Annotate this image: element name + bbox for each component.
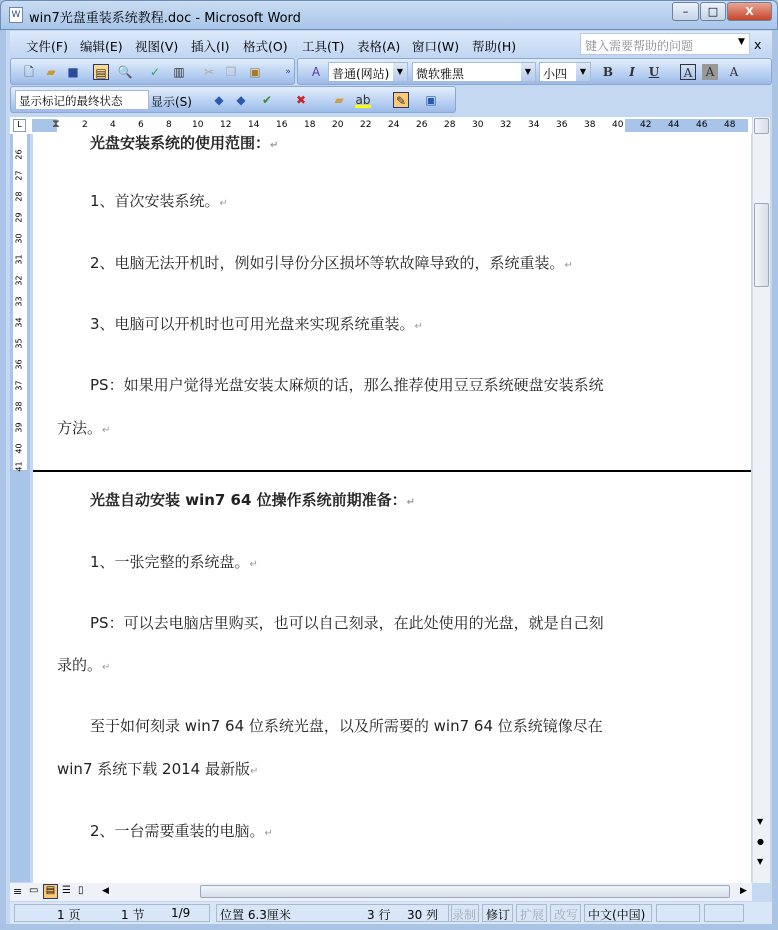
doc-heading: 光盘安装系统的使用范围：	[90, 134, 271, 152]
paragraph-mark: ↵	[406, 497, 416, 508]
underline-button[interactable]: U	[648, 65, 660, 79]
ruler-tick: 12	[220, 120, 232, 130]
accept-change-icon[interactable]: ✔	[261, 93, 273, 107]
print-layout-view-icon[interactable]: ▤	[43, 884, 58, 899]
chevron-down-icon: ▼	[521, 63, 535, 81]
tab-selector[interactable]: L	[13, 119, 26, 132]
ruler-tick: 26	[14, 149, 24, 160]
window-title: win7光盘重装系统教程.doc - Microsoft Word	[29, 11, 301, 26]
ruler-tick: 33	[14, 296, 24, 307]
ruler-tick: 48	[724, 120, 736, 130]
ruler-tick: 24	[388, 120, 400, 130]
doc-paragraph: 1、首次安装系统。	[90, 192, 220, 210]
document-area[interactable]	[33, 134, 751, 883]
ruler-tick: 4	[110, 120, 116, 130]
new-document-icon[interactable]: 🗋	[24, 65, 34, 79]
track-changes-icon[interactable]: ✎	[393, 92, 409, 108]
doc-link[interactable]: win7 系统下载 2014 最新版	[57, 760, 250, 778]
status-column: 30 列	[407, 908, 439, 922]
status-position-info	[216, 904, 452, 922]
styles-icon[interactable]: A	[311, 65, 321, 79]
doc-paragraph: PS：如果用户觉得光盘安装太麻烦的话，那么推荐使用豆豆系统硬盘安装系统	[90, 376, 604, 394]
ruler-tick: 30	[472, 120, 484, 130]
font-size-value: 小四	[543, 67, 568, 81]
ruler-tick: 28	[444, 120, 456, 130]
chevron-down-icon: ▼	[393, 63, 407, 81]
doc-paragraph: 方法。	[57, 419, 103, 437]
ruler-tick: 39	[14, 422, 24, 433]
paragraph-mark: ↵	[264, 828, 273, 839]
previous-page-icon[interactable]: ▼	[757, 817, 764, 826]
ruler-tick: 36	[14, 359, 24, 370]
outline-view-icon[interactable]: ☰	[62, 885, 71, 896]
doc-paragraph: 至于如何刻录 win7 64 位系统光盘，以及所需要的 win7 64 位系统镜像尽在	[90, 717, 603, 735]
ruler-tick: 44	[668, 120, 680, 130]
menu-edit[interactable]: 编辑(E)	[80, 39, 123, 54]
status-line: 3 行	[367, 908, 391, 922]
ruler-tick: 37	[14, 380, 24, 391]
ruler-tick: 32	[14, 275, 24, 286]
horizontal-scroll-thumb[interactable]	[200, 885, 730, 898]
menu-view[interactable]: 视图(V)	[135, 39, 179, 54]
status-page-info	[14, 904, 210, 922]
reading-layout-view-icon[interactable]: ▯	[78, 885, 84, 896]
display-for-review-select[interactable]	[15, 90, 149, 110]
ruler-tick: 26	[416, 120, 428, 130]
browse-object-icon[interactable]: ●	[757, 837, 764, 846]
italic-button[interactable]: I	[629, 65, 635, 79]
cut-icon[interactable]: ✂	[203, 65, 215, 79]
paragraph-mark: ↵	[414, 321, 423, 332]
close-button[interactable]: X	[727, 2, 772, 21]
menu-table[interactable]: 表格(A)	[357, 39, 401, 54]
ruler-tick: 6	[138, 120, 144, 130]
vertical-scrollbar[interactable]	[752, 117, 770, 883]
ruler-tick: 36	[556, 120, 568, 130]
scroll-right-icon[interactable]: ▶	[740, 886, 747, 896]
ruler-tick: 31	[14, 254, 24, 265]
paragraph-mark: ↵	[249, 559, 258, 570]
title-bar	[0, 0, 778, 30]
ruler-tick: 46	[696, 120, 708, 130]
character-shading-button[interactable]: A	[702, 64, 718, 80]
ruler-tick: 38	[584, 120, 596, 130]
ruler-tick: 22	[360, 120, 372, 130]
new-comment-icon[interactable]: ▰	[334, 93, 344, 107]
status-empty-panel	[656, 904, 700, 922]
chevron-down-icon: ▼	[576, 63, 590, 81]
menu-file[interactable]: 文件(F)	[26, 39, 68, 54]
status-record[interactable]: 录制	[448, 904, 479, 922]
ruler-tick: 35	[14, 338, 24, 349]
vertical-ruler[interactable]	[10, 134, 30, 882]
highlight-icon[interactable]: ab	[355, 93, 371, 107]
ruler-tick: 40	[612, 120, 624, 130]
menu-bar	[10, 31, 772, 57]
doc-paragraph: 录的。	[57, 656, 103, 674]
open-icon[interactable]: ▰	[46, 65, 56, 79]
status-language[interactable]: 中文(中国)	[584, 904, 652, 922]
status-empty-panel	[704, 904, 744, 922]
status-bar	[10, 902, 772, 924]
ruler-tick: 34	[14, 317, 24, 328]
save-icon[interactable]: ■	[67, 65, 79, 79]
font-size-select[interactable]	[539, 62, 591, 82]
paragraph-mark: ↵	[102, 425, 111, 436]
bold-button[interactable]: B	[602, 65, 614, 79]
doc-paragraph: PS：可以去电脑店里购买，也可以自己刻录，在此处使用的光盘，就是自己刻	[90, 614, 604, 632]
next-page-icon[interactable]: ▼	[757, 857, 764, 866]
minimize-button[interactable]: –	[672, 2, 699, 21]
close-document-button[interactable]: x	[754, 37, 762, 52]
reviewing-toolbar	[10, 86, 456, 113]
next-change-icon[interactable]: ◆	[236, 93, 246, 107]
scroll-up-button[interactable]	[754, 118, 769, 134]
ruler-tick: 38	[14, 401, 24, 412]
doc-paragraph: 2、电脑无法开机时，例如引导份分区损坏等软故障导致的，系统重装。	[90, 254, 565, 272]
style-select[interactable]	[328, 62, 408, 82]
ruler-tick: 14	[248, 120, 260, 130]
status-section: 1 节	[121, 908, 145, 922]
ruler-tick: 32	[500, 120, 512, 130]
formatting-toolbar	[297, 58, 772, 85]
ruler-tick: 20	[332, 120, 344, 130]
ruler-tick: 8	[166, 120, 172, 130]
status-extend[interactable]: 扩展	[516, 904, 547, 922]
doc-paragraph: 3、电脑可以开机时也可用光盘来实现系统重装。	[90, 315, 415, 333]
page-break	[33, 470, 751, 472]
status-position: 位置 6.3厘米	[220, 908, 291, 922]
reject-change-icon[interactable]: ✖	[295, 93, 307, 107]
display-mode-value: 显示标记的最终状态	[19, 94, 123, 108]
toolbar-options-icon[interactable]: »	[285, 67, 291, 77]
paragraph-mark: ↵	[249, 766, 259, 777]
maximize-button[interactable]: □	[700, 2, 726, 21]
ruler-tick: 28	[14, 191, 24, 202]
doc-paragraph: 2、一台需要重装的电脑。	[90, 822, 265, 840]
status-pages: 1/9	[171, 906, 191, 920]
paste-icon[interactable]: ▣	[249, 65, 261, 79]
research-icon[interactable]: ▥	[173, 65, 185, 79]
previous-change-icon[interactable]: ◆	[214, 93, 224, 107]
ruler-tick: 40	[14, 443, 24, 454]
help-search-input[interactable]: 键入需要帮助的问题	[580, 33, 750, 55]
ruler-tick: 16	[276, 120, 288, 130]
status-overtype[interactable]: 改写	[550, 904, 581, 922]
horizontal-scrollbar-bar	[10, 883, 752, 901]
horizontal-ruler[interactable]	[10, 117, 752, 134]
spelling-icon[interactable]: ✓	[149, 65, 161, 79]
doc-heading: 光盘自动安装 win7 64 位操作系统前期准备：	[90, 491, 407, 509]
web-layout-view-icon[interactable]: ▭	[29, 885, 39, 896]
doc-paragraph: 1、一张完整的系统盘。	[90, 553, 250, 571]
font-select[interactable]	[412, 62, 536, 82]
menu-tools[interactable]: 工具(T)	[302, 39, 345, 54]
reviewing-pane-icon[interactable]: ▣	[425, 93, 437, 107]
ruler-tick: 10	[192, 120, 204, 130]
show-menu-button[interactable]: 显示(S)	[151, 95, 192, 109]
character-border-button[interactable]: A	[680, 64, 696, 80]
ruler-tick: 30	[14, 233, 24, 244]
copy-icon[interactable]: ❐	[225, 65, 237, 79]
ruler-tick: 41	[14, 461, 24, 472]
font-value: 微软雅黑	[416, 67, 465, 81]
word-app-icon: W	[9, 7, 23, 23]
standard-toolbar	[10, 58, 295, 85]
print-icon[interactable]: ▤	[93, 64, 109, 80]
style-value: 普通(网站)	[332, 67, 390, 81]
ruler-tick: 27	[14, 170, 24, 181]
paragraph-mark: ↵	[564, 260, 573, 271]
ruler-tick: 34	[528, 120, 540, 130]
normal-view-icon[interactable]: ≡	[13, 885, 23, 898]
menu-format[interactable]: 格式(O)	[243, 39, 288, 54]
print-preview-icon[interactable]: 🔍	[117, 65, 133, 79]
ruler-tick: 2	[82, 120, 88, 130]
menu-help[interactable]: 帮助(H)	[472, 39, 517, 54]
phonetic-guide-button[interactable]: A	[729, 65, 739, 79]
menu-insert[interactable]: 插入(I)	[191, 39, 230, 54]
paragraph-mark: ↵	[270, 140, 279, 151]
scroll-left-icon[interactable]: ◀	[102, 886, 109, 896]
ruler-tick: 18	[304, 120, 316, 130]
ruler-tick: 29	[14, 212, 24, 223]
menu-window[interactable]: 窗口(W)	[412, 39, 460, 54]
status-page: 1 页	[57, 908, 81, 922]
status-track-changes[interactable]: 修订	[482, 904, 513, 922]
help-dropdown-icon[interactable]: ▼	[738, 37, 745, 47]
ruler-tick: 42	[640, 120, 652, 130]
paragraph-mark: ↵	[102, 662, 111, 673]
paragraph-mark: ↵	[219, 198, 228, 209]
indent-marker-icon[interactable]: ⧗	[52, 117, 60, 130]
vertical-scroll-thumb[interactable]	[754, 203, 769, 287]
